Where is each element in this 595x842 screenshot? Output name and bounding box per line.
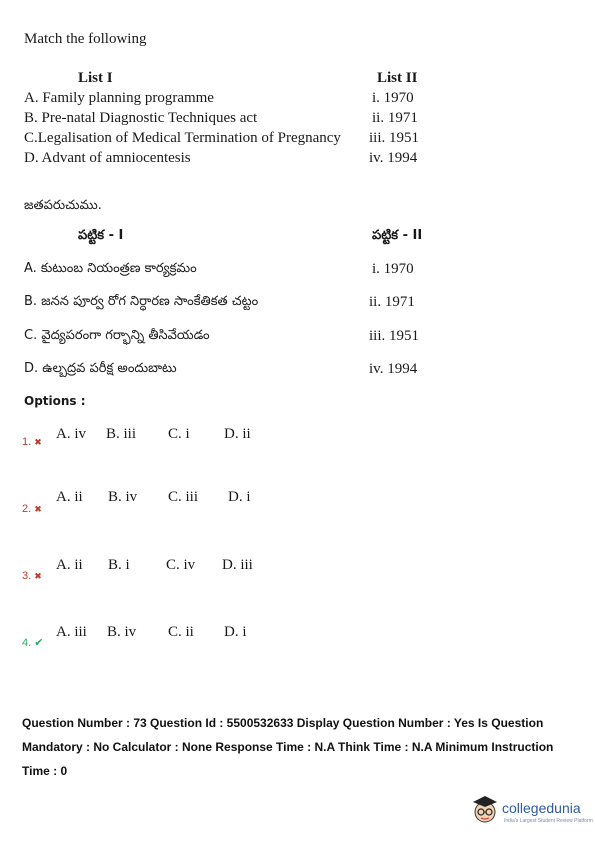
list2-item-en: ii. 1971 <box>372 110 418 126</box>
list2-item-en: i. 1970 <box>372 90 414 106</box>
list2-item-en: iii. 1951 <box>369 130 420 146</box>
list2-item-en: iv. 1994 <box>369 150 418 166</box>
check-icon: ✔ <box>34 637 44 649</box>
cross-icon: ✖ <box>34 504 42 514</box>
option-part: A. iii <box>56 624 87 640</box>
list1-item-en: D. Advant of amniocentesis <box>24 150 191 166</box>
option-4-number <box>22 636 43 649</box>
list1-item-en: A. Family planning programme <box>24 90 214 106</box>
option-part: C. iii <box>168 489 199 505</box>
option-1[interactable] <box>56 426 251 443</box>
list1-item-te: B. జనన పూర్వ రోగ నిర్ధారణ సాంకేతికత చట్టం <box>24 294 259 309</box>
option-number: 4. <box>22 637 32 649</box>
list1-item-en: C.Legalisation of Medical Termination of Pregnancy <box>24 130 341 146</box>
question-meta-line: Question Number : 73 Question Id : 5500532633 Display Question Number : Yes Is Question <box>22 716 544 730</box>
option-number: 2. <box>22 503 32 515</box>
brand-tagline: India's Largest Student Review Platform <box>504 818 593 824</box>
mascot-icon <box>470 792 500 826</box>
cross-icon: ✖ <box>34 437 42 447</box>
list2-header-en: List II <box>377 70 418 86</box>
option-part: A. ii <box>56 489 83 505</box>
options-label: Options : <box>24 394 86 408</box>
option-number: 3. <box>22 570 32 582</box>
option-2[interactable] <box>56 489 251 506</box>
option-3-number <box>22 570 42 582</box>
question-intro-en: Match the following <box>24 31 147 47</box>
option-part: B. iv <box>107 624 137 640</box>
list2-item-te: iv. 1994 <box>369 361 418 377</box>
list2-item-te: ii. 1971 <box>369 294 415 310</box>
option-part: D. i <box>228 489 251 505</box>
list1-item-te: A. కుటుంబ నియంత్రణ కార్యక్రమం <box>24 261 197 276</box>
list1-item-te: D. ఉల్బద్రవ పరీక్ష అందుబాటు <box>24 361 177 376</box>
option-part: C. ii <box>168 624 194 640</box>
option-part: A. iv <box>56 426 86 442</box>
option-part: D. ii <box>224 426 251 442</box>
list2-header-te: పట్టిక - II <box>372 228 423 243</box>
option-4[interactable] <box>56 624 247 641</box>
option-part: D. iii <box>222 557 253 573</box>
brand-logo <box>470 792 593 828</box>
cross-icon: ✖ <box>34 571 42 581</box>
list1-item-te: C. వైద్యపరంగా గర్భాన్ని తీసివేయడం <box>24 328 210 343</box>
option-part: D. i <box>224 624 247 640</box>
option-part: B. iv <box>108 489 138 505</box>
list1-header-te: పట్టిక - I <box>78 228 124 243</box>
question-meta-line: Time : 0 <box>22 764 68 778</box>
option-number: 1. <box>22 436 32 448</box>
option-3[interactable] <box>56 557 253 574</box>
question-intro-te: జతపరుచుము. <box>24 198 102 213</box>
option-part: C. i <box>168 426 190 442</box>
list2-item-te: iii. 1951 <box>369 328 420 344</box>
option-1-number <box>22 436 42 448</box>
option-part: B. iii <box>106 426 137 442</box>
list1-item-en: B. Pre-natal Diagnostic Techniques act <box>24 110 258 126</box>
option-part: B. i <box>108 557 130 573</box>
list2-item-te: i. 1970 <box>372 261 414 277</box>
list1-header-en: List I <box>78 70 113 86</box>
option-2-number <box>22 503 42 515</box>
question-meta-line: Mandatory : No Calculator : None Response Time : N.A Think Time : N.A Minimum Instruction <box>22 740 554 754</box>
option-part: C. iv <box>166 557 196 573</box>
option-part: A. ii <box>56 557 83 573</box>
brand-name: collegedunia <box>502 800 581 816</box>
